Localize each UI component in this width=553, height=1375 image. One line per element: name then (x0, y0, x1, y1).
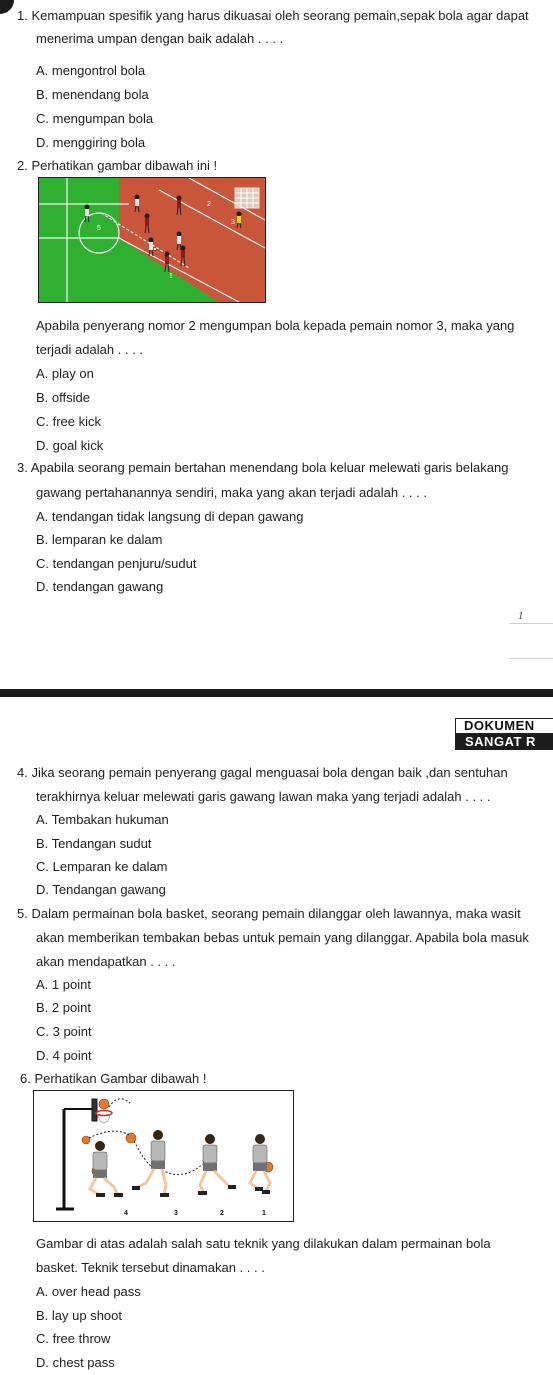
q5-option-b[interactable]: B. 2 point (36, 1000, 91, 1015)
q5-line-2: akan memberikan tembakan bebas untuk pemain yang dilanggar. Apabila bola masuk (36, 930, 529, 945)
q2-option-c[interactable]: C. free kick (36, 414, 102, 429)
q4-option-c[interactable]: C. Lemparan ke dalam (36, 859, 168, 874)
q5-option-c[interactable]: C. 3 point (36, 1024, 92, 1039)
stamp-line-2: SANGAT R (455, 734, 553, 750)
q6-option-c[interactable]: C. free throw (36, 1331, 111, 1346)
fig2-label-4: 4 (124, 1210, 128, 1217)
q4-option-a[interactable]: A. Tembakan hukuman (36, 812, 169, 827)
q2-after-line-1: Apabila penyerang nomor 2 mengumpan bola kepada pemain nomor 3, maka yang (36, 318, 515, 333)
basketball-layup-figure (33, 1090, 294, 1222)
q2-option-d[interactable]: D. goal kick (36, 438, 104, 453)
q6-option-a[interactable]: A. over head pass (36, 1284, 141, 1299)
q3-line-2: gawang pertahanannya sendiri, maka yang akan terjadi adalah . . . . (36, 485, 427, 500)
q2-option-b[interactable]: B. offside (36, 390, 90, 405)
stamp-line-1: DOKUMEN (455, 718, 553, 734)
q1-line-1: 1. Kemampuan spesifik yang harus dikuasai oleh seorang pemain,sepak bola agar dapat (17, 8, 529, 23)
q5-option-a[interactable]: A. 1 point (36, 977, 91, 992)
q3-option-b[interactable]: B. lemparan ke dalam (36, 532, 163, 547)
q4-option-d[interactable]: D. Tendangan gawang (36, 882, 166, 897)
q6-after-line-2: basket. Teknik tersebut dinamakan . . . . (36, 1260, 265, 1275)
q5-option-d[interactable]: D. 4 point (36, 1048, 92, 1063)
q6-line-1: 6. Perhatikan Gambar dibawah ! (20, 1071, 207, 1086)
q3-line-1: 3. Apabila seorang pemain bertahan menendang bola keluar melewati garis belakang (17, 460, 509, 475)
fig2-label-2: 2 (220, 1210, 224, 1217)
q1-option-a[interactable]: A. mengontrol bola (36, 63, 146, 78)
q2-after-line-2: terjadi adalah . . . . (36, 342, 143, 357)
soccer-field-figure (38, 177, 266, 303)
fig1-label-1: 1 (169, 273, 173, 280)
q6-after-line-1: Gambar di atas adalah salah satu teknik yang dilakukan dalam permainan bola (36, 1236, 491, 1251)
page-footer-line (509, 623, 553, 624)
fig2-label-3: 3 (174, 1210, 178, 1217)
page-number: 1 (518, 612, 524, 622)
page-divider (0, 689, 553, 697)
fig1-label-2: 2 (207, 201, 211, 208)
q1-option-b[interactable]: B. menendang bola (36, 87, 149, 102)
q2-line-1: 2. Perhatikan gambar dibawah ini ! (17, 158, 218, 173)
q6-option-d[interactable]: D. chest pass (36, 1355, 115, 1370)
fig1-label-5: 5 (97, 225, 101, 232)
q1-line-2: menerima umpan dengan baik adalah . . . . (36, 31, 284, 46)
document-stamp (455, 718, 553, 750)
page-corner-mark (0, 0, 14, 14)
q4-line-1: 4. Jika seorang pemain penyerang gagal menguasai bola dengan baik ,dan sentuhan (17, 765, 508, 780)
q1-option-d[interactable]: D. menggiring bola (36, 135, 146, 150)
fig2-label-1: 1 (262, 1210, 266, 1217)
q5-line-1: 5. Dalam permainan bola basket, seorang pemain dilanggar oleh lawannya, maka wasit (17, 906, 521, 921)
page-footer-line-2 (509, 658, 553, 659)
q6-option-b[interactable]: B. lay up shoot (36, 1308, 122, 1323)
fig1-label-3: 3 (231, 219, 235, 226)
q5-line-3: akan mendapatkan . . . . (36, 954, 176, 969)
q3-option-a[interactable]: A. tendangan tidak langsung di depan gawang (36, 509, 304, 524)
q4-option-b[interactable]: B. Tendangan sudut (36, 836, 152, 851)
q3-option-c[interactable]: C. tendangan penjuru/sudut (36, 556, 197, 571)
q4-line-2: terakhirnya keluar melewati garis gawang lawan maka yang terjadi adalah . . . . (36, 789, 491, 804)
q2-option-a[interactable]: A. play on (36, 366, 94, 381)
q1-option-c[interactable]: C. mengumpan bola (36, 111, 154, 126)
q3-option-d[interactable]: D. tendangan gawang (36, 579, 164, 594)
